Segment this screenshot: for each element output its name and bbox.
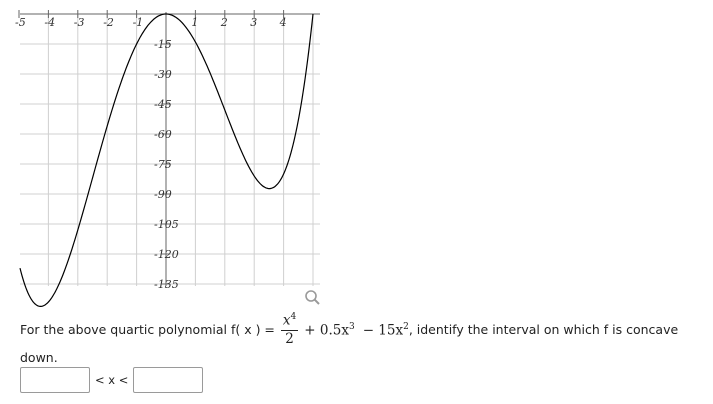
- x-tick-label: 3: [250, 16, 258, 29]
- term-two: + $0.5x^3$: [304, 321, 355, 338]
- y-tick-label: -45: [154, 98, 172, 111]
- x-tick-label: -4: [44, 16, 56, 29]
- question-suffix: , identify the interval on which f is concave: [408, 321, 679, 337]
- question-prefix: For the above quartic polynomial f( x ) =: [20, 321, 275, 337]
- y-tick-label: -120: [154, 248, 179, 261]
- term-three: − $15x^2$: [362, 321, 409, 338]
- grid-lines: [20, 14, 320, 286]
- y-tick-label: -60: [154, 128, 172, 141]
- x-tick-label: -2: [103, 16, 114, 29]
- y-tick-label: -135: [154, 278, 179, 291]
- upper-bound-input[interactable]: [133, 367, 203, 393]
- y-tick-label: -90: [154, 188, 172, 201]
- x-tick-label: 1: [191, 16, 199, 29]
- question-text: [20, 312, 712, 347]
- x-tick-label: -1: [132, 16, 144, 29]
- axes: [19, 10, 320, 286]
- tick-labels: [15, 16, 287, 291]
- inequality-label: < x <: [95, 373, 129, 387]
- answer-row: [20, 367, 203, 393]
- polynomial-expression: [279, 313, 409, 346]
- magnifier-icon[interactable]: [303, 289, 323, 307]
- x-tick-label: 4: [279, 16, 287, 29]
- fraction-term: $\frac{x^4}{2}$: [282, 312, 297, 347]
- x-tick-label: -3: [73, 16, 85, 29]
- y-tick-label: -105: [154, 218, 179, 231]
- question-line-two: down.: [20, 350, 58, 365]
- lower-bound-input[interactable]: [20, 367, 90, 393]
- y-tick-label: -30: [154, 68, 172, 81]
- x-tick-label: 2: [220, 16, 228, 29]
- y-tick-label: -15: [154, 38, 172, 51]
- y-tick-label: -75: [154, 158, 172, 171]
- x-tick-label: -5: [15, 16, 26, 29]
